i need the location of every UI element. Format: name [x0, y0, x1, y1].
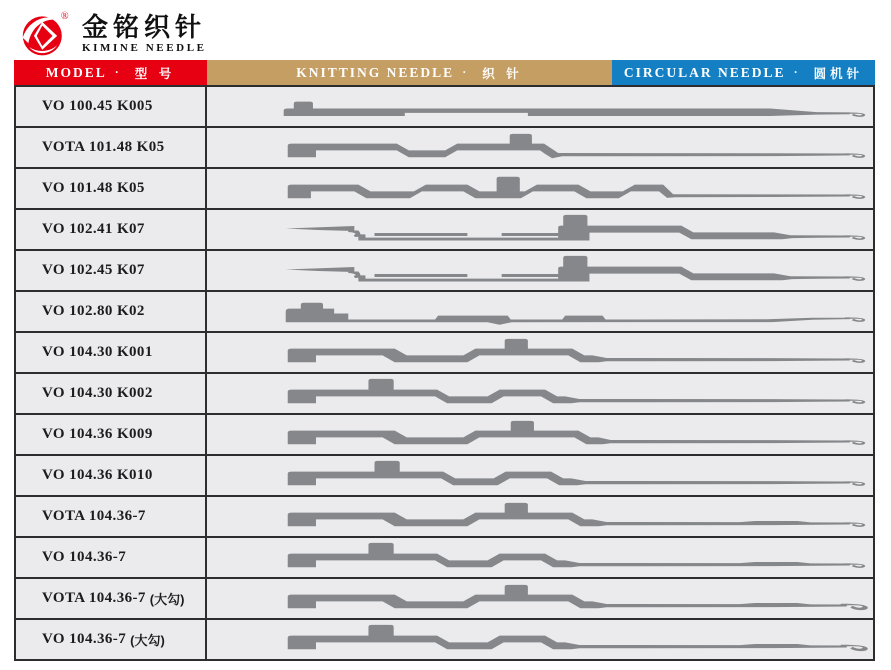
- model-number: VO 104.36 K009: [42, 426, 153, 442]
- table-row: [16, 618, 873, 659]
- model-cell: [16, 538, 207, 577]
- model-suffix: (大勾): [149, 592, 185, 607]
- table-row: [16, 126, 873, 167]
- model-number: VOTA 104.36-7: [42, 590, 146, 606]
- model-cell: [16, 456, 207, 495]
- needle-image-cell: [207, 620, 873, 659]
- table-row: [16, 331, 873, 372]
- header-knitting-needle: [207, 60, 612, 85]
- model-cell: [16, 374, 207, 413]
- needle-image-cell: [207, 169, 873, 208]
- header-circular-needle: [612, 60, 875, 85]
- table-row: [16, 372, 873, 413]
- needle-image-cell: [207, 456, 873, 495]
- needle-image-cell: [207, 374, 873, 413]
- table-row: [16, 413, 873, 454]
- header-model-en: MODEL: [45, 64, 107, 80]
- table-header: [14, 60, 875, 85]
- needle-image-cell: [207, 415, 873, 454]
- needle-image-cell: [207, 128, 873, 167]
- table-row: [16, 249, 873, 290]
- table-body: [14, 85, 875, 661]
- brand-name-cn: 金铭织针: [82, 11, 207, 42]
- model-cell: [16, 87, 207, 126]
- model-number: VO 104.36-7: [42, 631, 127, 647]
- model-cell: [16, 333, 207, 372]
- needle-silhouette-icon: [207, 620, 873, 659]
- needle-silhouette-icon: [207, 538, 873, 577]
- header-knitting-cn: 织 针: [482, 66, 523, 81]
- model-number: VO 104.36-7: [42, 549, 127, 565]
- model-number: VO 102.45 K07: [42, 262, 145, 278]
- model-cell: [16, 169, 207, 208]
- needle-image-cell: [207, 292, 873, 331]
- needle-image-cell: [207, 579, 873, 618]
- table-row: [16, 577, 873, 618]
- table-row: [16, 208, 873, 249]
- table-row: [16, 167, 873, 208]
- needle-silhouette-icon: [207, 456, 873, 495]
- model-cell: [16, 579, 207, 618]
- registered-mark: ®: [60, 11, 69, 23]
- model-number: VO 102.80 K02: [42, 303, 145, 319]
- model-cell: [16, 620, 207, 659]
- table-row: [16, 495, 873, 536]
- table-row: [16, 85, 873, 126]
- header-knitting-en: KNITTING NEEDLE: [296, 64, 455, 80]
- model-cell: [16, 497, 207, 536]
- needle-silhouette-icon: [207, 374, 873, 413]
- needle-silhouette-icon: [207, 333, 873, 372]
- table-row: [16, 454, 873, 495]
- model-cell: [16, 251, 207, 290]
- model-cell: [16, 415, 207, 454]
- needle-catalog-table: [14, 60, 875, 661]
- kimine-logo-icon: [20, 8, 72, 60]
- model-number: VOTA 101.48 K05: [42, 139, 165, 155]
- needle-image-cell: [207, 87, 873, 126]
- needle-image-cell: [207, 538, 873, 577]
- needle-silhouette-icon: [207, 292, 873, 331]
- header-model-cn: 型 号: [134, 66, 176, 81]
- model-number: VO 104.36 K010: [42, 467, 153, 483]
- model-number: VO 102.41 K07: [42, 221, 145, 237]
- model-cell: [16, 210, 207, 249]
- brand-name-en: KIMINE NEEDLE: [82, 42, 207, 55]
- needle-silhouette-icon: [207, 251, 873, 290]
- needle-silhouette-icon: [207, 87, 873, 126]
- table-row: [16, 536, 873, 577]
- needle-image-cell: [207, 333, 873, 372]
- table-row: [16, 290, 873, 331]
- header-circular-en: CIRCULAR NEEDLE: [623, 64, 786, 80]
- header-circular-dot: ·: [793, 65, 800, 79]
- brand-header: [20, 8, 207, 60]
- header-model-dot: ·: [114, 65, 121, 79]
- needle-silhouette-icon: [207, 579, 873, 618]
- needle-silhouette-icon: [207, 210, 873, 249]
- needle-image-cell: [207, 210, 873, 249]
- needle-silhouette-icon: [207, 169, 873, 208]
- model-cell: [16, 292, 207, 331]
- needle-silhouette-icon: [207, 497, 873, 536]
- needle-image-cell: [207, 497, 873, 536]
- needle-image-cell: [207, 251, 873, 290]
- model-number: VO 104.30 K002: [42, 385, 153, 401]
- model-number: VOTA 104.36-7: [42, 508, 146, 524]
- model-number: VO 104.30 K001: [42, 344, 153, 360]
- model-suffix: (大勾): [130, 633, 165, 648]
- model-number: VO 100.45 K005: [42, 98, 153, 114]
- header-model: [14, 60, 207, 85]
- model-number: VO 101.48 K05: [42, 180, 145, 196]
- needle-silhouette-icon: [207, 128, 873, 167]
- header-knitting-dot: ·: [462, 65, 469, 79]
- needle-silhouette-icon: [207, 415, 873, 454]
- model-cell: [16, 128, 207, 167]
- header-circular-cn: 圆机针: [813, 66, 864, 81]
